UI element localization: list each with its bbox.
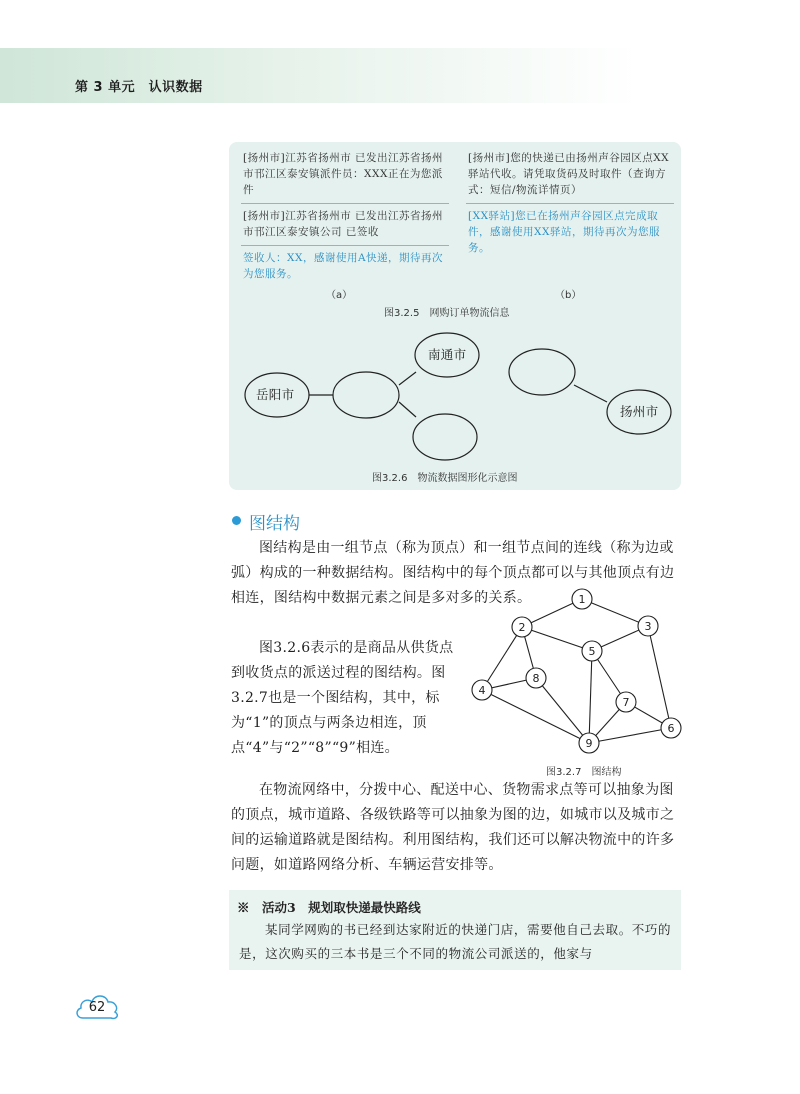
graph-node-label: 6 xyxy=(667,722,675,735)
node-label-nantong: 南通市 xyxy=(428,347,467,362)
graph-structure-diagram xyxy=(466,584,688,759)
paragraph-3: 在物流网络中，分拨中心、配送中心、货物需求点等可以抽象为图的顶点，城市道路、各级铁路等可以抽象为图的边，如城市以及城市之间的运输道路就是图结构。利用图结构，我们还可以解决物流中的许多问题，如道路网络分析、车辆运营安排等。 xyxy=(231,782,675,873)
logistics-graph-diagram xyxy=(229,320,681,465)
page-number: 62 xyxy=(88,1000,106,1015)
figure-caption-326: 图3.2.6 物流数据图形化示意图 xyxy=(372,473,518,484)
activity-title: ※ 活动3 规划取快递最快路线 xyxy=(237,900,421,915)
edge xyxy=(574,385,607,402)
logistics-msg-a3: 签收人：XX，感谢使用A快递，期待再次为您服务。 xyxy=(243,252,444,280)
graph-node-label: 9 xyxy=(585,737,593,750)
divider xyxy=(466,203,674,204)
activity-text: 某同学网购的书已经到达家附近的快递门店，需要他自己去取。不巧的是，这次购买的三本书是三个不同的物流公司派送的，他家与 xyxy=(239,922,672,961)
graph-node-label: 1 xyxy=(578,593,586,606)
graph-node-label: 5 xyxy=(588,645,596,658)
graph-node-label: 7 xyxy=(622,696,630,709)
graph-node-label: 8 xyxy=(532,672,540,685)
edge xyxy=(399,402,416,417)
node-empty xyxy=(333,372,399,418)
logistics-msg-b1: [扬州市]您的快递已由扬州声谷园区点XX驿站代收。请凭取货码及时取件（查询方式：短信/物流详情页） xyxy=(468,152,670,196)
logistics-msg-b2: [XX驿站]您已在扬州声谷园区点完成取件，感谢使用XX驿站，期待再次为您服务。 xyxy=(468,210,660,254)
figure-caption-325: 图3.2.5 网购订单物流信息 xyxy=(384,308,510,319)
graph-node-label: 2 xyxy=(518,621,526,634)
figure-label-a: （a） xyxy=(326,290,353,301)
figure-caption-327: 图3.2.7 图结构 xyxy=(546,767,622,778)
figure-label-b: （b） xyxy=(555,290,582,301)
graph-node-label: 4 xyxy=(478,684,486,697)
logistics-msg-a2: [扬州市]江苏省扬州市 已发出江苏省扬州市邗江区泰安镇公司 已签收 xyxy=(243,210,444,238)
unit-title: 第 3 单元 认识数据 xyxy=(75,80,203,95)
divider xyxy=(241,203,449,204)
graph-node-label: 3 xyxy=(644,620,652,633)
node-empty xyxy=(413,414,477,460)
divider xyxy=(241,245,449,246)
node-label-yangzhou: 扬州市 xyxy=(620,404,659,419)
section-title: 图结构 xyxy=(249,514,300,534)
node-empty xyxy=(509,349,575,395)
edge xyxy=(399,372,416,385)
logistics-msg-a1: [扬州市]江苏省扬州市 已发出江苏省扬州市邗江区泰安镇派件员：XXX正在为您派件 xyxy=(243,152,444,196)
node-label-yueyang: 岳阳市 xyxy=(256,387,295,402)
paragraph-1: 图结构是由一组节点（称为顶点）和一组节点间的连线（称为边或弧）构成的一种数据结构。图结构中的每个顶点都可以与其他顶点有边相连，图结构中数据元素之间是多对多的关系。 xyxy=(231,540,675,606)
paragraph-2: 图3.2.6表示的是商品从供货点到收货点的派送过程的图结构。图3.2.7也是一个图结构，其中，标为“1”的顶点与两条边相连，顶点“4”与“2”“8”“9”相连。 xyxy=(231,640,454,756)
section-bullet xyxy=(232,516,241,525)
